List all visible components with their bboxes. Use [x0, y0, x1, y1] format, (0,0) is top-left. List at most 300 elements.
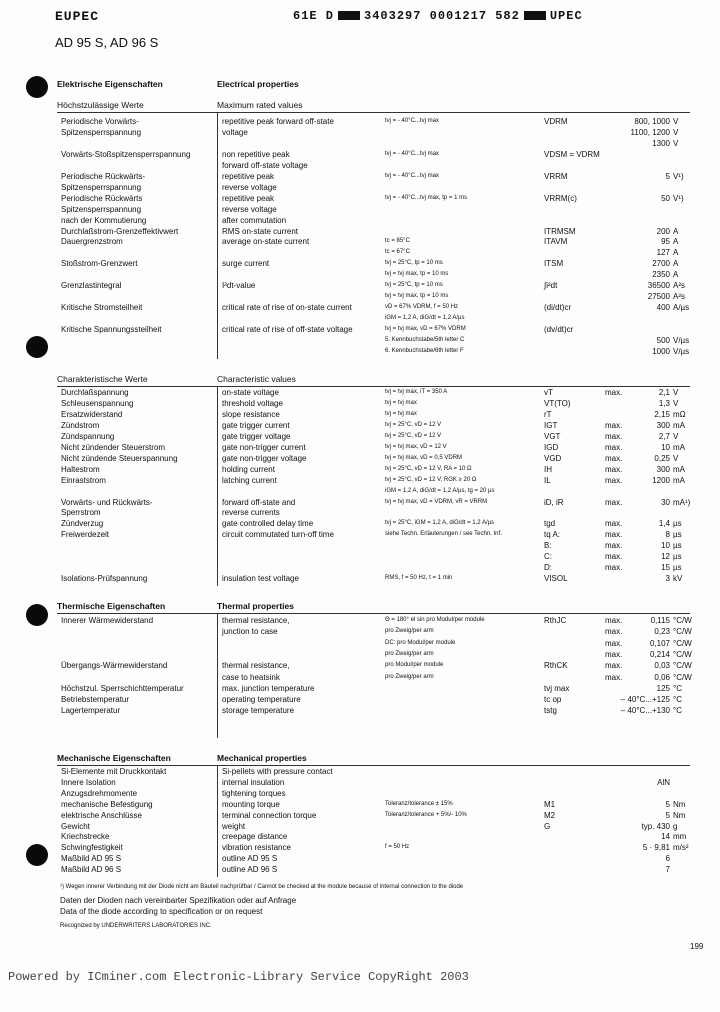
- cell-de: Zündverzug: [61, 519, 104, 529]
- cell-unit: °C/W: [673, 638, 692, 648]
- cell-unit: mΩ: [673, 409, 686, 419]
- cell-cond: vD = 67% VDRM, f = 50 Hz: [385, 304, 459, 311]
- cell-de: Innere Isolation: [61, 777, 116, 787]
- cell-en: repetitive peak: [222, 171, 275, 181]
- cell-de: Gewicht: [61, 821, 90, 831]
- cell-cond: tvj = - 40°C...tvj max: [385, 172, 439, 179]
- cell-val: 1,3: [658, 398, 670, 408]
- cell-unit: Nm: [673, 799, 686, 809]
- cell-val: – 40°C...+130: [620, 706, 670, 716]
- cell-mx: max.: [605, 442, 623, 452]
- cell-de: Freiwerdezeit: [61, 530, 110, 540]
- cell-sym: ITAVM: [544, 237, 568, 247]
- cell-sym: rT: [544, 409, 552, 419]
- table-row: [0, 649, 720, 660]
- cell-en: tightening torques: [222, 788, 286, 798]
- cell-de: Kriechstrecke: [61, 832, 110, 842]
- cell-de: Periodische Rückwärts-: [61, 171, 146, 181]
- cell-en: reverse voltage: [222, 204, 277, 214]
- cell-de: mechanische Befestigung: [61, 799, 153, 809]
- cell-de: Dauergrenzstrom: [61, 237, 123, 247]
- cell-unit: A/µs: [673, 303, 690, 313]
- cell-cond: Θ = 180° el sin pro Modul/per module: [385, 617, 485, 623]
- cell-cond: RMS, f = 50 Hz, t = 1 min: [385, 575, 453, 582]
- cell-unit: °C/W: [673, 627, 692, 637]
- table-row: [0, 171, 720, 182]
- cell-val: 27500: [647, 292, 670, 302]
- cell-unit: µs: [673, 552, 682, 562]
- table-row: [0, 226, 720, 237]
- cell-unit: mA¹): [673, 497, 691, 507]
- footnote-ul: Recognized by UNDERWRITERS LABORATORIES INC.: [60, 923, 212, 929]
- cell-cond: tvj = tvj max, vD = 12 V: [385, 443, 447, 450]
- cell-cond: tvj = tvj max, tp = 10 ms: [385, 271, 449, 278]
- cell-unit: °C: [673, 695, 682, 705]
- cell-mx: max.: [605, 388, 623, 397]
- cell-val: 1200: [652, 475, 670, 485]
- cell-unit: A: [673, 237, 679, 247]
- cell-en: max. junction temperature: [222, 683, 315, 693]
- cell-unit: V: [673, 117, 679, 126]
- table-row: [0, 149, 720, 160]
- cell-unit: A: [673, 270, 679, 280]
- cell-val: 500: [656, 336, 670, 345]
- footnote-1: ¹) Wegen innerer Verbindung mit der Diode nicht am Bauteil nachprüfbar / Cannot be checked at the module because of internal connection to the diode: [60, 884, 464, 890]
- cell-cond: iGM = 1,2 A, diG/dt = 1,2 A/µs, tg = 20 µs: [385, 487, 495, 494]
- cell-sym: B:: [544, 541, 552, 551]
- cell-de: Vorwärts- und Rückwärts-: [61, 497, 153, 507]
- cell-sym: M1: [544, 799, 556, 809]
- cell-val: 95: [661, 237, 670, 247]
- cell-de: Si-Elemente mit Druckkontakt: [61, 767, 167, 776]
- table-row: [0, 291, 720, 302]
- cell-unit: V: [673, 388, 679, 397]
- cell-en: threshold voltage: [222, 398, 283, 408]
- cell-en: after commutation: [222, 215, 287, 225]
- cell-mx: max.: [605, 672, 623, 682]
- cell-val: 3: [665, 574, 670, 584]
- cell-val: 10: [661, 541, 670, 551]
- section-electrical-en: Electrical properties: [217, 79, 299, 89]
- cell-val: 7: [665, 865, 670, 875]
- cell-en: average on-state current: [222, 237, 310, 247]
- rule-thermal: [57, 613, 690, 614]
- table-row: [0, 626, 720, 637]
- cell-sym: C:: [544, 552, 552, 562]
- cell-en: insulation test voltage: [222, 574, 299, 584]
- cell-val: 0,115: [650, 616, 670, 625]
- cell-mx: max.: [605, 552, 623, 562]
- section-char-en: Characteristic values: [217, 374, 296, 384]
- cell-sym: vT: [544, 388, 553, 397]
- cell-en: surge current: [222, 259, 270, 269]
- cell-en: RMS on-state current: [222, 226, 299, 236]
- table-row: [0, 138, 720, 149]
- table-row: [0, 705, 720, 716]
- cell-cond: tvj = 25°C, vD = 12 V, RGK ≥ 20 Ω: [385, 476, 477, 483]
- cell-en: mounting torque: [222, 799, 280, 809]
- cell-de: Isolations-Prüfspannung: [61, 574, 148, 584]
- cell-de: Spitzensperrspannung: [61, 127, 142, 137]
- table-row: [0, 694, 720, 705]
- cell-unit: g: [673, 821, 678, 831]
- cell-unit: mA: [673, 420, 685, 430]
- cell-val: 12: [661, 552, 670, 562]
- cell-en: forward off-state voltage: [222, 160, 308, 170]
- cell-de: Vorwärts-Stoßspitzensperrspannung: [61, 149, 191, 159]
- cell-de: Anzugsdrehmomente: [61, 788, 138, 798]
- cell-de: Schleusenspannung: [61, 398, 134, 408]
- table-row: [0, 431, 720, 442]
- cell-unit: Nm: [673, 810, 686, 820]
- cell-cond: tvj = - 40°C...tvj max: [385, 150, 439, 157]
- cell-en: voltage: [222, 127, 248, 137]
- cell-de: Periodische Vorwärts-: [61, 117, 139, 126]
- cell-en: holding current: [222, 464, 275, 474]
- cell-en: critical rate of rise of on-state current: [222, 303, 352, 313]
- cell-de: Übergangs-Wärmewiderstand: [61, 661, 168, 671]
- cell-de: Innerer Wärmewiderstand: [61, 616, 154, 625]
- cell-unit: V: [673, 127, 679, 137]
- cell-mx: max.: [605, 649, 623, 659]
- cell-en: terminal connection torque: [222, 810, 317, 820]
- header-code-brand: UPEC: [549, 9, 583, 23]
- table-row: [0, 864, 720, 875]
- cell-val: 0,23: [654, 627, 670, 637]
- cell-val: 1000: [652, 346, 670, 356]
- cell-unit: A: [673, 226, 679, 236]
- cell-en: junction to case: [222, 627, 278, 637]
- table-row: [0, 409, 720, 420]
- cell-en: reverse currents: [222, 508, 280, 518]
- cell-en: creepage distance: [222, 832, 288, 842]
- header-code: [293, 9, 583, 23]
- cell-en: Si-pellets with pressure contact: [222, 767, 333, 776]
- table-row: [0, 615, 720, 626]
- cell-val: 10: [661, 442, 670, 452]
- cell-val: 30: [661, 497, 670, 507]
- cell-val: 300: [656, 420, 670, 430]
- cell-val: 400: [656, 303, 670, 313]
- cell-val: 5 · 9,81: [642, 843, 670, 853]
- cell-val: 1100, 1200: [630, 127, 670, 137]
- table-row: [0, 497, 720, 508]
- cell-cond: DC: pro Modul/per module: [385, 639, 456, 646]
- cell-sym: RthCK: [544, 661, 568, 671]
- cell-sym: VRRM: [544, 171, 568, 181]
- table-row: [0, 540, 720, 551]
- cell-cond: tvj = tvj max, vD = 0,5 VDRM: [385, 454, 463, 461]
- cell-de: Nicht zündende Steuerspannung: [61, 453, 178, 463]
- page-number: 199: [690, 942, 704, 951]
- table-row: [0, 799, 720, 810]
- cell-mx: max.: [605, 661, 623, 671]
- cell-sym: ITSM: [544, 259, 564, 269]
- cell-sym: G: [544, 821, 551, 831]
- cell-de: Haltestrom: [61, 464, 100, 474]
- table-row: [0, 464, 720, 475]
- cell-de: Spitzensperrspannung: [61, 182, 142, 192]
- cell-cond: siehe Techn. Erläuterungen / see Techn. Inf.: [385, 531, 502, 538]
- cell-sym: (di/dt)cr: [544, 303, 572, 313]
- table-row: [0, 672, 720, 683]
- cell-cond: Toleranz/tolerance + 5%/- 10%: [385, 811, 467, 818]
- cell-sym: VDRM: [544, 117, 568, 126]
- cell-val: 36500: [647, 281, 670, 291]
- footnote-3: Data of the diode according to specification or on request: [60, 907, 263, 916]
- cell-cond: tc = 67°C: [385, 249, 410, 256]
- table-row: [0, 788, 720, 799]
- cell-en: gate non-trigger current: [222, 442, 306, 452]
- cell-en: forward off-state and: [222, 497, 296, 507]
- table-row: [0, 182, 720, 193]
- cell-val: AlN: [657, 777, 670, 787]
- cell-de: Zündstrom: [61, 420, 100, 430]
- table-row: [0, 475, 720, 486]
- cell-unit: µs: [673, 530, 682, 540]
- cell-de: Stoßstrom-Grenzwert: [61, 259, 138, 269]
- cell-val: 0,06: [654, 672, 670, 682]
- header-code-1: 61E D: [293, 9, 335, 23]
- cell-val: 5: [665, 810, 670, 820]
- cell-de: Nicht zündender Steuerstrom: [61, 442, 166, 452]
- cell-en: gate controlled delay time: [222, 519, 314, 529]
- cell-en: latching current: [222, 475, 277, 485]
- cell-cond: tc = 85°C: [385, 238, 410, 245]
- cell-cond: pro Modul/per module: [385, 662, 444, 669]
- cell-en: vibration resistance: [222, 843, 291, 853]
- section-char-de: Charakteristische Werte: [57, 374, 148, 384]
- cell-cond: tvj = 25°C, iGM = 1,2 A, diG/dt = 1,2 A/µs: [385, 520, 495, 527]
- table-row: [0, 638, 720, 649]
- cell-de: Lagertemperatur: [61, 706, 121, 716]
- cell-en: critical rate of rise of off-state voltage: [222, 325, 353, 335]
- table-row: [0, 127, 720, 138]
- cell-unit: °C: [673, 706, 682, 716]
- cell-de: Durchlaßstrom-Grenzeffektivwert: [61, 226, 179, 236]
- cell-unit: V: [673, 431, 679, 441]
- cell-val: 15: [661, 563, 670, 573]
- cell-val: 5: [665, 171, 670, 181]
- table-row: [0, 683, 720, 694]
- cell-cond: tvj = tvj max: [385, 399, 417, 406]
- cell-unit: kV: [673, 574, 683, 584]
- cell-en: thermal resistance,: [222, 661, 290, 671]
- cell-unit: µs: [673, 519, 682, 529]
- cell-mx: max.: [605, 530, 623, 540]
- cell-unit: A: [673, 248, 679, 258]
- cell-cond: pro Zweig/per arm: [385, 628, 434, 635]
- cell-sym: tq A:: [544, 530, 561, 540]
- cell-val: typ. 430: [641, 821, 670, 831]
- cell-mx: max.: [605, 638, 623, 648]
- cell-unit: m/s²: [673, 843, 689, 853]
- cell-val: 0,03: [654, 661, 670, 671]
- table-row: [0, 529, 720, 540]
- table-row: [0, 324, 720, 335]
- cell-val: 50: [661, 193, 670, 203]
- table-row: [0, 269, 720, 280]
- cell-val: 8: [665, 530, 670, 540]
- cell-en: non repetitive peak: [222, 149, 290, 159]
- cell-de: Periodische Rückwärts: [61, 193, 143, 203]
- section-mech-de: Mechanische Eigenschaften: [57, 753, 171, 763]
- cell-unit: µs: [673, 541, 682, 551]
- table-row: [0, 420, 720, 431]
- cell-cond: f = 50 Hz: [385, 844, 410, 851]
- table-row: [0, 387, 720, 398]
- cell-mx: max.: [605, 627, 623, 637]
- cell-de: elektrische Anschlüsse: [61, 810, 142, 820]
- cell-cond: tvj = tvj max, tp = 10 ms: [385, 293, 449, 300]
- cell-cond: tvj = 25°C, tp = 10 ms: [385, 282, 443, 289]
- section-max-en: Maximum rated values: [217, 100, 303, 110]
- cell-cond: pro Zweig/per arm: [385, 650, 434, 657]
- table-row: [0, 258, 720, 269]
- footnote-2: Daten der Dioden nach vereinbarter Spezifikation oder auf Anfrage: [60, 896, 297, 905]
- cell-sym: tgd: [544, 519, 556, 529]
- cell-de: Durchlaßspannung: [61, 388, 129, 397]
- cell-mx: max.: [605, 497, 623, 507]
- cell-val: 5: [665, 799, 670, 809]
- cell-sym: tc op: [544, 695, 562, 705]
- table-row: [0, 204, 720, 215]
- cell-en: I²dt-value: [222, 281, 256, 291]
- cell-unit: °C/W: [673, 649, 692, 659]
- cell-mx: max.: [605, 519, 623, 529]
- cell-en: case to heatsink: [222, 672, 280, 682]
- table-row: [0, 810, 720, 821]
- cell-unit: mA: [673, 464, 685, 474]
- cell-sym: IGT: [544, 420, 558, 430]
- cell-cond: tvj = - 40°C...tvj max: [385, 118, 439, 124]
- cell-unit: V¹): [673, 193, 684, 203]
- cell-sym: IH: [544, 464, 552, 474]
- table-row: [0, 215, 720, 226]
- table-row: [0, 573, 720, 584]
- cell-en: reverse voltage: [222, 182, 277, 192]
- cell-unit: V: [673, 398, 679, 408]
- table-row: [0, 302, 720, 313]
- cell-val: 0,107: [649, 638, 670, 648]
- cell-sym: ∫i²dt: [544, 281, 558, 291]
- cell-unit: µs: [673, 563, 682, 573]
- cell-unit: mA: [673, 475, 685, 485]
- cell-cond: tvj = tvj max, vD = 67% VDRM: [385, 326, 466, 333]
- table-row: [0, 116, 720, 127]
- table-row: [0, 486, 720, 497]
- cell-mx: max.: [605, 464, 623, 474]
- section-thermal-en: Thermal properties: [217, 601, 294, 611]
- table-row: [0, 766, 720, 777]
- cell-de: Einraststrom: [61, 475, 106, 485]
- cell-de: Maßbild AD 96 S: [61, 865, 122, 875]
- cell-de: Grenzlastintegral: [61, 281, 122, 291]
- section-thermal-de: Thermische Eigenschaften: [57, 601, 166, 611]
- section-electrical-de: Elektrische Eigenschaften: [57, 79, 163, 89]
- cell-sym: VRRM(c): [544, 193, 577, 203]
- cell-de: Zündspannung: [61, 431, 115, 441]
- cell-sym: VGT: [544, 431, 561, 441]
- table-row: [0, 236, 720, 247]
- cell-mx: max.: [605, 475, 623, 485]
- page-title: AD 95 S, AD 96 S: [55, 35, 159, 50]
- cell-sym: VT(TO): [544, 398, 571, 408]
- cell-de: nach der Kommutierung: [61, 215, 147, 225]
- cell-en: outline AD 95 S: [222, 854, 278, 864]
- cell-mx: max.: [605, 431, 623, 441]
- table-row: [0, 442, 720, 453]
- header-brand: EUPEC: [55, 9, 100, 24]
- table-row: [0, 193, 720, 204]
- cell-de: Kritische Spannungssteilheit: [61, 325, 162, 335]
- table-row: [0, 160, 720, 171]
- cell-de: Maßbild AD 95 S: [61, 854, 122, 864]
- cell-val: 2700: [652, 259, 670, 269]
- table-row: [0, 335, 720, 346]
- cell-en: thermal resistance,: [222, 616, 290, 625]
- table-row: [0, 346, 720, 357]
- cell-de: Schwingfestigkeit: [61, 843, 123, 853]
- cell-en: slope resistance: [222, 409, 280, 419]
- cell-sym: ITRMSM: [544, 226, 576, 236]
- table-row: [0, 398, 720, 409]
- cell-mx: max.: [605, 453, 623, 463]
- cell-mx: max.: [605, 420, 623, 430]
- table-row: [0, 660, 720, 671]
- cell-cond: tvj = - 40°C...tvj max, tp = 1 ms: [385, 194, 468, 201]
- table-row: [0, 777, 720, 788]
- cell-unit: °C/W: [673, 661, 692, 671]
- cell-val: 14: [661, 832, 670, 842]
- cell-cond: tvj = tvj max, iT = 350 A: [385, 389, 448, 395]
- cell-sym: VGD: [544, 453, 562, 463]
- cell-sym: iD, iR: [544, 497, 564, 507]
- cell-cond: tvj = 25°C, tp = 10 ms: [385, 260, 443, 267]
- cell-val: 125: [656, 683, 670, 693]
- cell-cond: tvj = 25°C, vD = 12 V: [385, 432, 442, 439]
- cell-unit: A: [673, 259, 679, 269]
- cell-sym: tstg: [544, 706, 557, 716]
- cell-de: Kritische Stromsteilheit: [61, 303, 143, 313]
- cell-val: 0,214: [649, 649, 670, 659]
- cell-val: 1,4: [658, 519, 670, 529]
- cell-cond: Toleranz/tolerance ± 15%: [385, 800, 453, 807]
- cell-val: 2,7: [658, 431, 670, 441]
- cell-val: 2,15: [654, 409, 670, 419]
- cell-unit: °C: [673, 683, 682, 693]
- cell-en: repetitive peak: [222, 193, 275, 203]
- cell-en: outline AD 96 S: [222, 865, 278, 875]
- cell-de: Betriebstemperatur: [61, 695, 130, 705]
- cell-cond: tvj = 25°C, vD = 12 V: [385, 421, 442, 428]
- cell-unit: A²s: [673, 292, 685, 302]
- cell-en: internal insulation: [222, 777, 285, 787]
- cell-cond: 6. Kennbuchstabe/6th letter F: [385, 347, 464, 354]
- table-row: [0, 507, 720, 518]
- cell-sym: IL: [544, 475, 551, 485]
- table-row: [0, 562, 720, 573]
- cell-val: 800, 1000: [634, 117, 670, 126]
- cell-de: Ersatzwiderstand: [61, 409, 123, 419]
- cell-val: 0,25: [654, 453, 670, 463]
- punch-hole-1: [26, 76, 48, 98]
- table-row: [0, 551, 720, 562]
- cell-unit: V: [673, 138, 679, 148]
- table-row: [0, 247, 720, 258]
- cell-cond: tvj = tvj max, vD = VDRM, vR = VRRM: [385, 498, 488, 505]
- cell-de: Höchstzul. Sperrschichttemperatur: [61, 683, 184, 693]
